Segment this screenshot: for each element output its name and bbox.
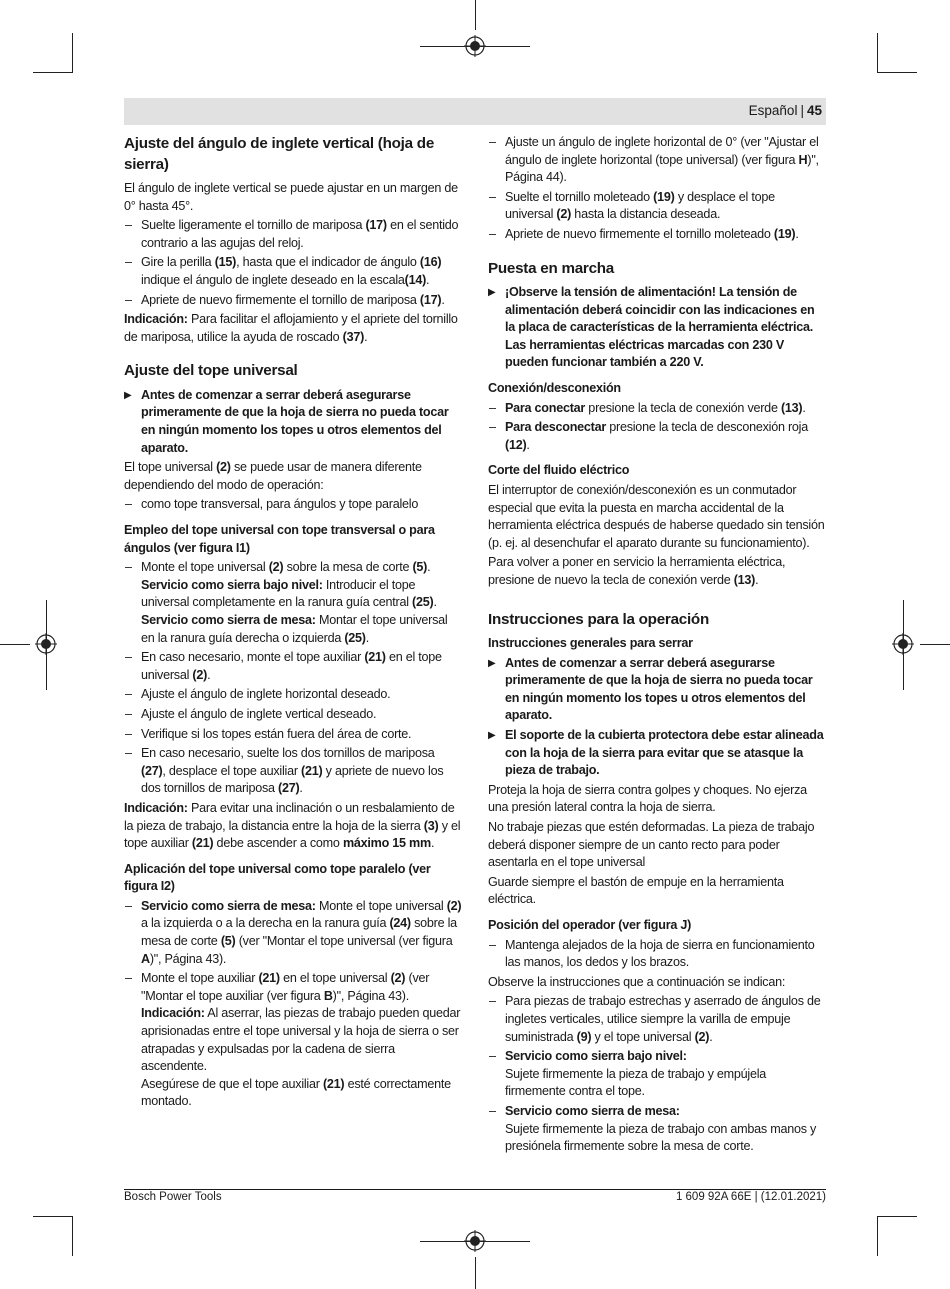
paragraph: El interruptor de conexión/desconexión es un conmutador especial que evita la puesta en marcha accidental de la herramienta eléctrica después de haberse quedado sin tensión (p. ej. al desenchufar el aparato durante su funcionamiento). (488, 483, 825, 550)
subsection-title: Conexión/desconexión (488, 381, 621, 396)
list-item: – Para conectar presione la tecla de conexión verde (13). (488, 400, 826, 418)
list-item: – En caso necesario, monte el tope auxiliar (21) en el tope universal (2). (124, 649, 462, 684)
crop-mark (877, 72, 917, 73)
paragraph: Observe la instrucciones que a continuación se indican: (488, 974, 786, 989)
crop-mark (877, 1216, 917, 1217)
dash-list (124, 217, 462, 309)
list-item: – En caso necesario, suelte los dos tornillos de mariposa (27), desplace el tope auxiliar (21) y apriete de nuevo los dos tornillos de mariposa (27). (124, 745, 462, 798)
dash-list (488, 937, 826, 972)
crop-mark (33, 1216, 73, 1217)
note-paragraph: Indicación: Para evitar una inclinación o un resbalamiento de la pieza de trabajo, la distancia entre la hoja de la sierra (3) y el tope auxiliar (21) debe ascender a como máximo 15 mm. (124, 800, 461, 851)
crop-mark (877, 33, 878, 73)
registration-line (0, 644, 30, 645)
list-item: – Servicio como sierra de mesa: Monte el tope universal (2) a la izquierda o a la derecha en la ranura guía (24) sobre la mesa de corte (5) (ver "Montar el tope universal (ver figura A)", Página 43). (124, 898, 462, 968)
registration-line (475, 0, 476, 30)
list-item: – Ajuste el ángulo de inglete horizontal deseado. (124, 686, 462, 704)
registration-line (920, 644, 950, 645)
crop-mark (72, 1216, 73, 1256)
list-item: – Apriete de nuevo firmemente el tornillo de mariposa (17). (124, 292, 462, 310)
registration-mark-icon (35, 633, 57, 655)
registration-mark-icon (464, 35, 486, 57)
page-header (124, 98, 826, 125)
section-title: Ajuste del ángulo de inglete vertical (hoja de sierra) (124, 135, 435, 173)
section-title: Ajuste del tope universal (124, 362, 298, 380)
footer-publisher: Bosch Power Tools (124, 1191, 222, 1203)
list-item: – Para desconectar presione la tecla de desconexión roja (12). (488, 419, 826, 454)
dash-list (488, 993, 826, 1155)
paragraph: Guarde siempre el bastón de empuje en la herramienta eléctrica. (488, 874, 784, 907)
footer-rule (124, 1189, 826, 1190)
list-item: – Servicio como sierra de mesa: Sujete firmemente la pieza de trabajo con ambas manos y presiónela firmemente sobre la mesa de corte. (488, 1103, 826, 1156)
subsection-title: Instrucciones generales para serrar (488, 636, 693, 651)
registration-mark-icon (464, 1230, 486, 1252)
language-label: Español (748, 103, 798, 118)
list-item: – Suelte el tornillo moleteado (19) y desplace el tope universal (2) hasta la distancia deseada. (488, 189, 826, 224)
list-item: – Servicio como sierra bajo nivel: Sujete firmemente la pieza de trabajo y empújela firmemente contra el tope. (488, 1048, 826, 1101)
section-title: Puesta en marcha (488, 259, 614, 277)
dash-list (124, 496, 462, 514)
arrow-right-icon: ▶ (124, 389, 132, 401)
list-item: – Monte el tope universal (2) sobre la mesa de corte (5). Servicio como sierra bajo nivel: Introducir el tope universal completamente en la ranura guía central (25). Servicio como sierra de mesa: Montar el tope universal en la ranura guía derecha o izquierda (25). (124, 559, 462, 647)
list-item: – Gire la perilla (15), hasta que el indicador de ángulo (16) indique el ángulo de inglete deseado en la escala(14). (124, 254, 462, 289)
arrow-right-icon: ▶ (488, 287, 496, 299)
footer-doc-number: 1 609 92A 66E | (12.01.2021) (675, 1191, 826, 1203)
subsection-title: Posición del operador (ver figura J) (488, 917, 692, 932)
right-column (488, 134, 826, 1158)
dash-list (124, 559, 462, 798)
crop-mark (877, 1216, 878, 1256)
paragraph: No trabaje piezas que estén deformadas. La pieza de trabajo deberá disponer siempre de un canto recto para poder asentarla en el tope universal (488, 820, 815, 870)
dash-list (124, 898, 462, 1111)
list-item: – Ajuste el ángulo de inglete vertical deseado. (124, 706, 462, 724)
subsection-title: Corte del fluido eléctrico (488, 463, 630, 478)
paragraph: Para volver a poner en servicio la herramienta eléctrica, presione de nuevo la tecla de conexión verde (13). (488, 555, 786, 587)
paragraph: El tope universal (2) se puede usar de manera diferente dependiendo del modo de operación: (124, 460, 422, 492)
list-item: – Para piezas de trabajo estrechas y aserrado de ángulos de ingletes verticales, utilice siempre la varilla de empuje suministrada (9) y el tope universal (2). (488, 993, 826, 1046)
arrow-right-icon: ▶ (488, 657, 496, 669)
subsection-title: Empleo del tope universal con tope transversal o para ángulos (ver figura I1) (124, 523, 435, 555)
warning-item: ▶ Antes de comenzar a serrar deberá asegurarse primeramente de que la hoja de sierra no pueda tocar en ningún momento los topes u otros elementos del aparato. (124, 387, 449, 455)
list-item: – Monte el tope auxiliar (21) en el tope universal (2) (ver "Montar el tope auxiliar (ver figura B)", Página 43). Indicación: Al aserrar, las piezas de trabajo pueden quedar aprisionadas entre el tope universal y la hoja de sierra o ser atrapadas y expulsadas por la cadena de sierra ascendente. Asegúrese de que el tope auxiliar (21) esté correctamente montado. (124, 970, 462, 1111)
paragraph: Proteja la hoja de sierra contra golpes y choques. No ejerza una presión lateral contra la hoja de sierra. (488, 782, 807, 815)
list-item: – como tope transversal, para ángulos y tope paralelo (124, 496, 462, 514)
registration-line (475, 1257, 476, 1289)
left-column (124, 134, 462, 1113)
list-item: – Mantenga alejados de la hoja de sierra en funcionamiento las manos, los dedos y los brazos. (488, 937, 826, 972)
section-title: Instrucciones para la operación (488, 610, 709, 628)
list-item: – Verifique si los topes están fuera del área de corte. (124, 726, 462, 744)
subsection-title: Aplicación del tope universal como tope paralelo (ver figura I2) (124, 861, 431, 894)
arrow-right-icon: ▶ (488, 730, 496, 742)
list-item: – Apriete de nuevo firmemente el tornillo moleteado (19). (488, 226, 826, 244)
page-number: 45 (806, 103, 822, 118)
list-item: – Ajuste un ángulo de inglete horizontal de 0° (ver "Ajustar el ángulo de inglete horizontal (tope universal) (ver figura H)", Página 44). (488, 134, 826, 187)
dash-list (488, 400, 826, 455)
warning-item: ▶ El soporte de la cubierta protectora debe estar alineada con la hoja de la sierra para evitar que se atasque la pieza de trabajo. (488, 728, 824, 778)
note-paragraph: Indicación: Para facilitar el aflojamiento y el apriete del tornillo de mariposa, utilice la ayuda de roscado (37). (124, 312, 458, 344)
list-item: – Suelte ligeramente el tornillo de mariposa (17) en el sentido contrario a las agujas del reloj. (124, 217, 462, 252)
page-tag: Español | 45 (748, 103, 822, 118)
warning-item: ▶ Antes de comenzar a serrar deberá asegurarse primeramente de que la hoja de sierra no pueda tocar en ningún momento los topes u otros elementos del aparato. (488, 655, 813, 723)
paragraph: El ángulo de inglete vertical se puede ajustar en un margen de 0° hasta 45°. (124, 181, 458, 213)
dash-list (488, 134, 826, 244)
crop-mark (33, 72, 73, 73)
warning-item: ▶ ¡Observe la tensión de alimentación! La tensión de alimentación deberá coincidir con las indicaciones en la placa de características de la herramienta eléctrica. Las herramientas eléctricas marcadas con 230 V pueden funcionar también a 220 V. (488, 285, 815, 370)
crop-mark (72, 33, 73, 73)
registration-mark-icon (892, 633, 914, 655)
